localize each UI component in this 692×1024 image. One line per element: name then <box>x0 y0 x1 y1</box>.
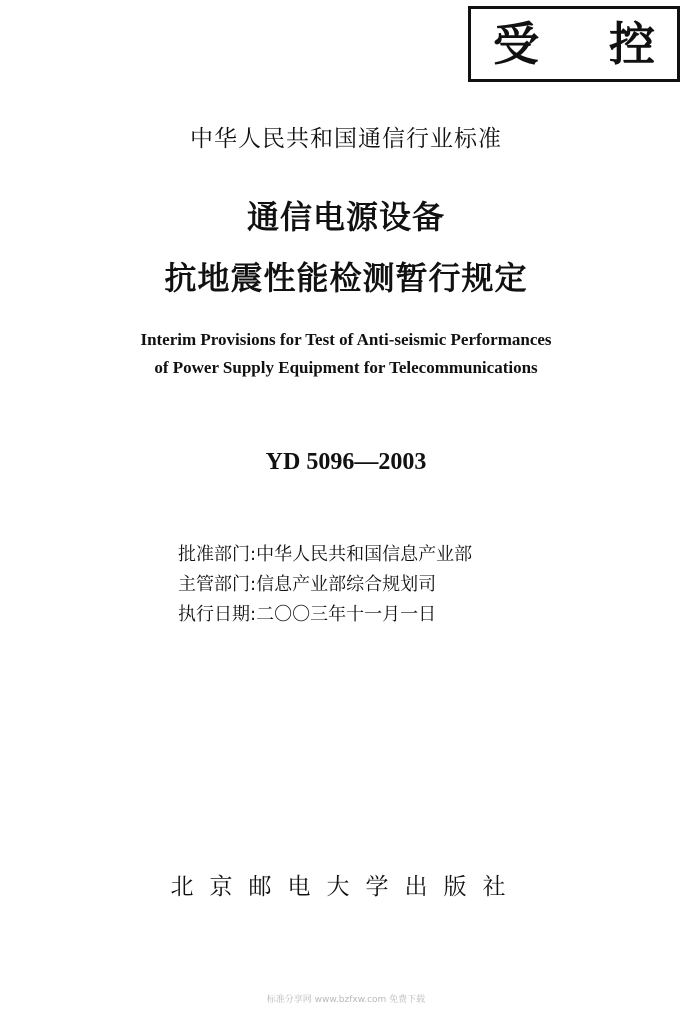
publisher-name: 北京邮电大学出版社 <box>170 874 522 900</box>
title-cn-line-1: 通信电源设备 <box>246 198 445 236</box>
title-en-line-2: of Power Supply Equipment for Telecommunications <box>154 358 538 377</box>
approved-by: 批准部门:中华人民共和国信息产业部 <box>178 544 473 565</box>
standard-number: YD 5096—2003 <box>265 449 427 475</box>
effective-date: 执行日期:二〇〇三年十一月一日 <box>178 604 437 625</box>
controlled-stamp <box>468 6 680 82</box>
title-cn-line-2: 抗地震性能检测暂行规定 <box>164 259 528 297</box>
industry-standard-heading: 中华人民共和国通信行业标准 <box>190 126 502 152</box>
stamp-char-right: 控 <box>609 17 655 71</box>
title-en-line-1: Interim Provisions for Test of Anti-seismic Performances <box>140 330 552 349</box>
stamp-char-left: 受 <box>493 17 539 71</box>
source-watermark: 标准分享网 www.bzfxw.com 免费下载 <box>266 995 426 1005</box>
administered-by: 主管部门:信息产业部综合规划司 <box>178 574 437 595</box>
document-metadata <box>178 540 472 630</box>
